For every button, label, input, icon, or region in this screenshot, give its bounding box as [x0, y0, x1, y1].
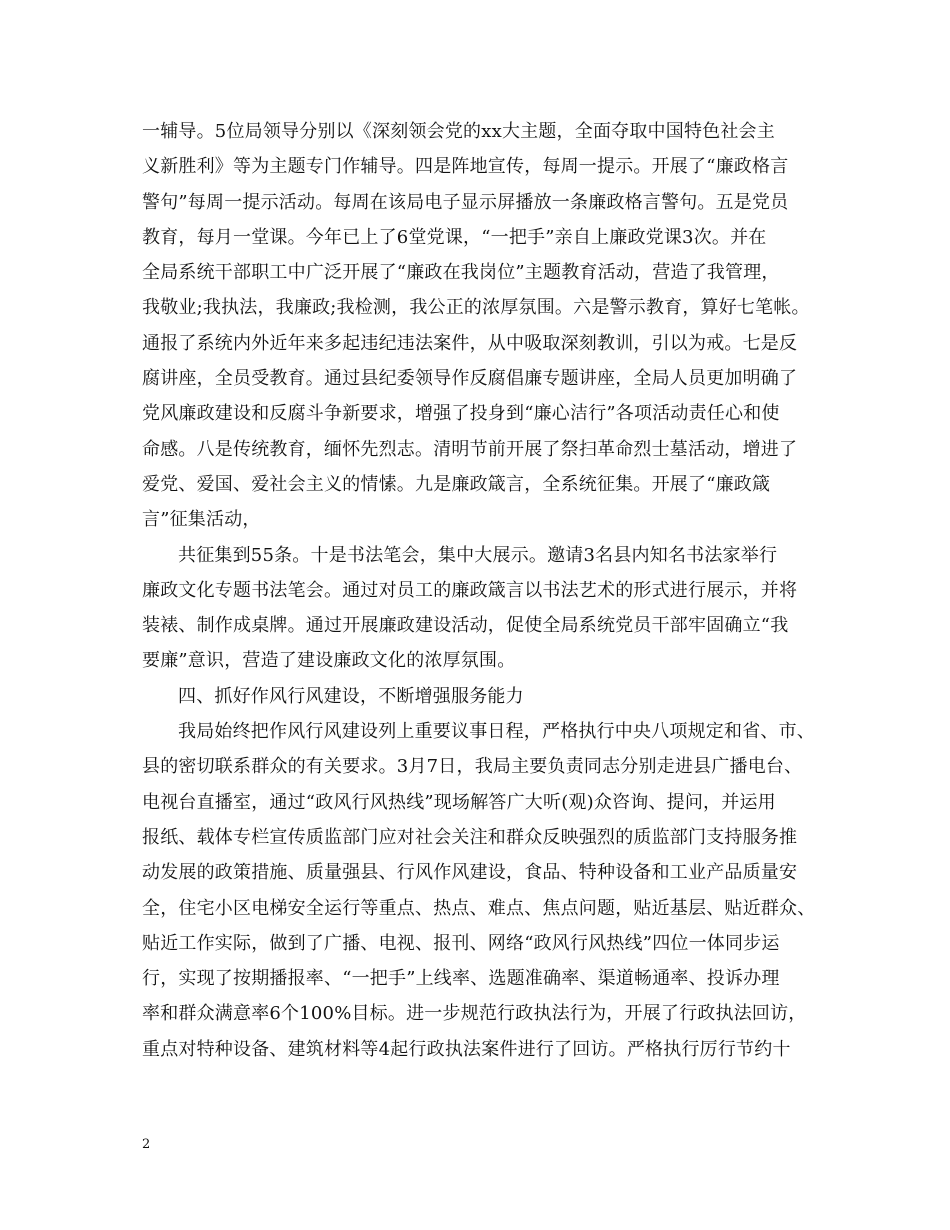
text-line: 装裱、制作成桌牌。通过开展廉政建设活动，促使全局系统党员干部牢固确立“我 — [142, 615, 789, 637]
text-line: 动发展的政策措施、质量强县、行风作风建设，食品、特种设备和工业产品质量安 — [142, 862, 798, 884]
text-line: 贴近工作实际，做到了广播、电视、报刊、网络“政风行风热线”四位一体同步运 — [142, 932, 780, 954]
section-heading: 四、抓好作风行风建设，不断增强服务能力 — [178, 685, 524, 707]
text-line: 要廉”意识，营造了建设廉政文化的浓厚氛围。 — [142, 650, 516, 672]
body-text — [142, 114, 826, 1067]
text-line: 腐讲座，全员受教育。通过县纪委领导作反腐倡廉专题讲座，全局人员更加明确了 — [142, 368, 798, 390]
text-line: 报纸、载体专栏宣传质监部门应对社会关注和群众反映强烈的质监部门支持服务推 — [142, 826, 798, 848]
text-line: 全，住宅小区电梯安全运行等重点、热点、难点、焦点问题，贴近基层、贴近群众、 — [142, 897, 816, 919]
paragraph-first-line: 我局始终把作风行风建设列上重要议事日程，严格执行中央八项规定和省、市、 — [178, 721, 815, 743]
text-line: 爱党、爱国、爱社会主义的情愫。九是廉政箴言，全系统征集。开展了“廉政箴 — [142, 473, 771, 495]
page-number: 2 — [142, 1137, 151, 1152]
text-line: 言”征集活动， — [142, 509, 261, 531]
text-line: 电视台直播室，通过“政风行风热线”现场解答广大听(观)众咨询、提问，并运用 — [142, 791, 776, 813]
text-line: 通报了系统内外近年来多起违纪违法案件，从中吸取深刻教训，引以为戒。七是反 — [142, 332, 798, 354]
text-line: 一辅导。5位局领导分别以《深刻领会党的xx大主题，全面夺取中国特色社会主 — [142, 121, 775, 142]
text-line: 行，实现了按期播报率、“一把手”上线率、选题准确率、渠道畅通率、投诉办理 — [142, 968, 780, 990]
text-line: 党风廉政建设和反腐斗争新要求，增强了投身到“廉心洁行”各项活动责任心和使 — [142, 403, 780, 425]
text-line: 率和群众满意率6个100%目标。进一步规范行政执法行为，开展了行政执法回访， — [142, 1003, 807, 1025]
text-line: 教育，每月一堂课。今年已上了6堂党课，“一把手”亲自上廉政党课3次。并在 — [142, 226, 767, 248]
text-line: 县的密切联系群众的有关要求。3月7日，我局主要负责同志分别走进县广播电台、 — [142, 756, 803, 778]
text-line: 重点对特种设备、建筑材料等4起行政执法案件进行了回访。严格执行厉行节约十 — [142, 1038, 791, 1060]
text-line: 全局系统干部职工中广泛开展了“廉政在我岗位”主题教育活动，营造了我管理， — [142, 262, 780, 284]
text-line: 廉政文化专题书法笔会。通过对员工的廉政箴言以书法艺术的形式进行展示，并将 — [142, 579, 798, 601]
paragraph-first-line: 共征集到55条。十是书法笔会，集中大展示。邀请3名县内知名书法家举行 — [178, 544, 778, 566]
text-line: 义新胜利》等为主题专门作辅导。四是阵地宣传，每周一提示。开展了“廉政格言 — [142, 156, 789, 178]
text-line: 我敬业;我执法，我廉政;我检测，我公正的浓厚氛围。六是警示教育，算好七笔帐。 — [142, 297, 810, 319]
text-line: 警句”每周一提示活动。每周在该局电子显示屏播放一条廉政格言警句。五是党员 — [142, 191, 789, 213]
text-line: 命感。八是传统教育，缅怀先烈志。清明节前开展了祭扫革命烈士墓活动，增进了 — [142, 438, 798, 460]
